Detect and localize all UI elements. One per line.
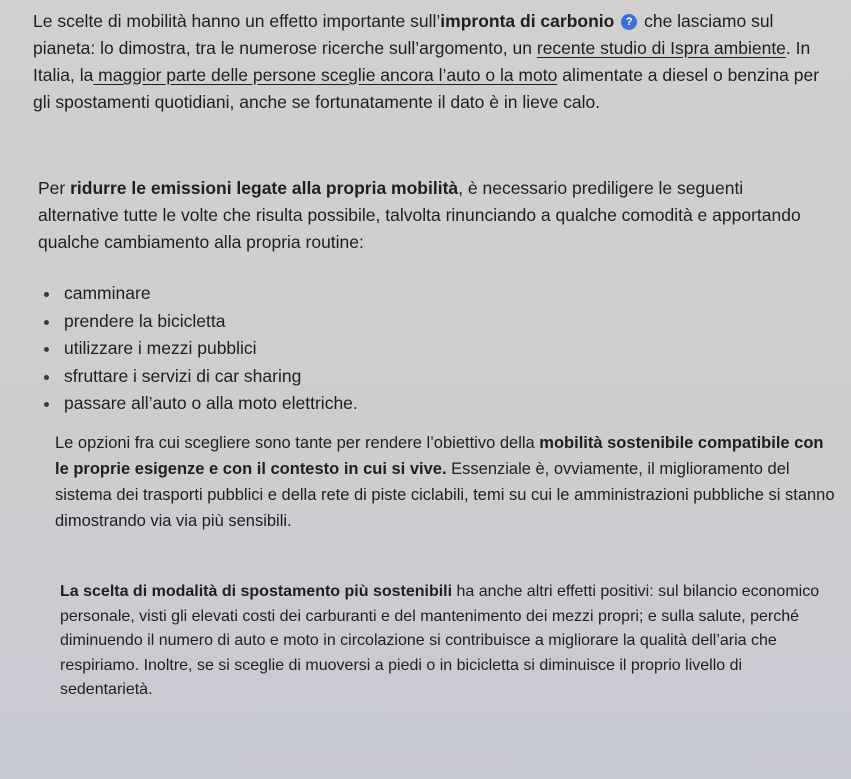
text: alimentate a diesel o benzina per gli spostamenti quotidiani, anche se fortunatamente il dato è in lieve calo.	[33, 65, 820, 112]
link-majority-car[interactable]: maggior parte delle persone sceglie ancora l’auto o la moto	[93, 65, 558, 85]
bold-sustainable-mobility: mobilità sostenibile compatibile con le proprie esigenze e con il contesto in cui si vive.	[55, 434, 824, 478]
text: Essenziale è, ovviamente, il miglioramento del sistema dei trasporti pubblici e della rete di piste ciclabili, temi su cui le amministrazioni pubbliche si stanno dimostrando via via più sensibili.	[55, 460, 835, 530]
text: . In Italia, la	[33, 38, 811, 85]
paragraph-intro	[33, 8, 823, 116]
text: ha anche altri effetti positivi: sul bilancio economico personale, visti gli elevati costi dei carburanti e del mantenimento dei mezzi propri; e sulla salute, perché diminuendo il numero di auto e moto in circolazione si contribuisce a migliorare la qualità dell’aria che respiriamo. Inoltre, se si sceglie di muoversi a piedi o in bicicletta si diminuisce il proprio livello di sedentarietà.	[60, 583, 820, 698]
list-item: passare all’auto o alla moto elettriche.	[42, 390, 742, 418]
paragraph-options	[55, 430, 835, 534]
link-ispra-study[interactable]: recente studio di Ispra ambiente	[536, 38, 786, 58]
bold-reduce-emissions: ridurre le emissioni legate alla propria mobilità	[70, 178, 459, 198]
paragraph-reduce-emissions	[38, 175, 828, 256]
paragraph-benefits	[60, 580, 830, 703]
list-item: utilizzare i mezzi pubblici	[42, 335, 742, 363]
text: Per	[38, 178, 71, 198]
bold-sustainable-choice: La scelta di modalità di spostamento più sostenibili	[60, 583, 453, 600]
bold-term-carbon-footprint: impronta di carbonio	[440, 11, 615, 31]
text: Le opzioni fra cui scegliere sono tante per rendere l’obiettivo della	[55, 434, 540, 452]
list-item: sfruttare i servizi di car sharing	[42, 363, 742, 391]
text: Le scelte di mobilità hanno un effetto importante sull’	[33, 11, 441, 31]
list-item: camminare	[42, 280, 742, 308]
alternatives-list	[42, 280, 742, 418]
text: che lasciamo sul pianeta: lo dimostra, tra le numerose ricerche sull’argomento, un	[33, 11, 774, 58]
list-item: prendere la bicicletta	[42, 308, 742, 336]
question-icon[interactable]: ?	[621, 14, 637, 30]
text: , è necessario prediligere le seguenti alternative tutte le volte che risulta possibile, talvolta rinunciando a qualche comodità e apportando qualche cambiamento alla propria routine:	[38, 178, 801, 252]
